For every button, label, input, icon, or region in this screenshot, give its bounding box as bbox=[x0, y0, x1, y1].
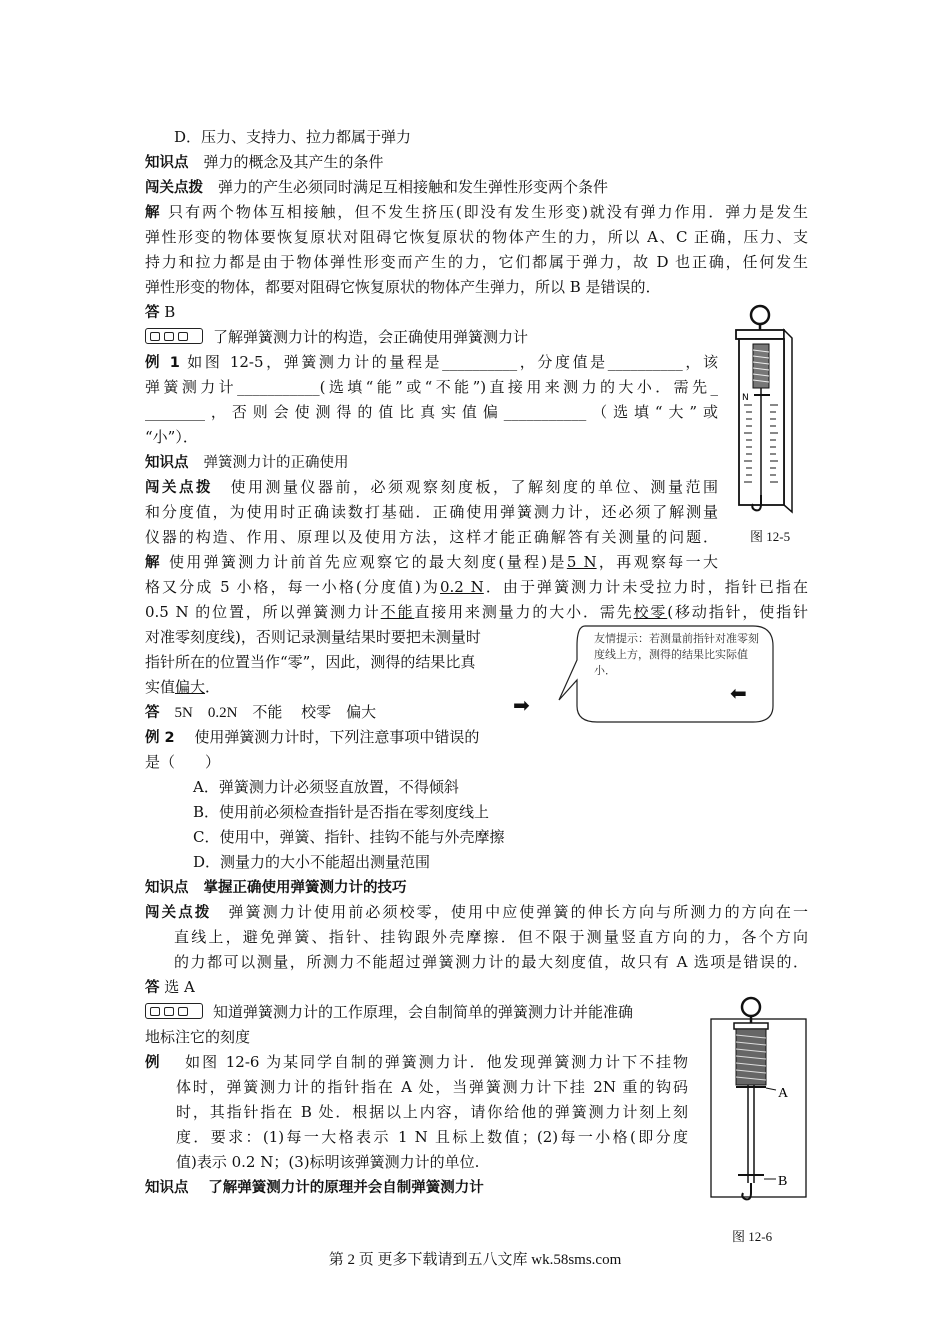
option-line: A．弹簧测力计必须竖直放置，不得倾斜 bbox=[193, 778, 459, 796]
spring-scale-figure-12-5 bbox=[726, 300, 806, 522]
answer-line: 答 5N 0.2N 不能 校零 偏大 bbox=[145, 705, 377, 721]
hint-line: 直线上，避免弹簧、指针、挂钩跟外壳摩擦．但不限于测量竖直方向的力，各个方向 bbox=[174, 928, 808, 946]
example-line: 时，其指针指在 B 处．根据以上内容，请你给他的弹簧测力计刻上刻 bbox=[176, 1103, 688, 1121]
point-a-label: A bbox=[778, 1086, 789, 1101]
point-b-label: B bbox=[778, 1174, 788, 1189]
solution-line: 解 只有两个物体互相接触，但不发生挤压(即没有发生形变)就没有弹力作用．弹力是发生 bbox=[145, 203, 808, 221]
hint-line: 闯关点拨 弹力的产生必须同时满足互相接触和发生弹性形变两个条件 bbox=[145, 178, 609, 196]
spring-scale-figure-12-6 bbox=[708, 995, 810, 1205]
solution-line: 弹性形变的物体，都要对阻碍它恢复原状的物体产生弹力，所以 B 是错误的． bbox=[145, 278, 661, 296]
example-line: 例 如图 12-6 为某同学自制的弹簧测力计．他发现弹簧测力计下不挂物 bbox=[145, 1053, 688, 1071]
knowledge-point-line: 知识点 掌握正确使用弹簧测力计的技巧 bbox=[145, 880, 407, 896]
solution-line: 持力和拉力都是由于物体弹性形变而产生的力，它们都属于弹力，故 D 也正确，任何发生 bbox=[145, 253, 808, 271]
arrow-left-icon: ⬅ bbox=[730, 681, 747, 705]
solution-line: 对准零刻度线)，否则记录测量结果时要把未测量时 bbox=[145, 628, 481, 646]
hint-line: 闯关点拨 弹簧测力计使用前必须校零，使用中应使弹簧的伸长方向与所测力的方向在一 bbox=[145, 903, 808, 921]
hint-line: 仪器的构造、作用、原理以及使用方法，这样才能正确解答有关测量的问题． bbox=[145, 528, 718, 546]
topic-2-line: 了解弹簧测力计的构造，会正确使用弹簧测力计 bbox=[145, 327, 528, 347]
solution-line: 解 使用弹簧测力计前首先应观察它的最大刻度(量程)是5 N，再观察每一大 bbox=[145, 553, 718, 571]
knowledge-point-line: 知识点 弹力的概念及其产生的条件 bbox=[145, 153, 384, 171]
hint-line: 闯关点拨 使用测量仪器前，必须观察刻度板，了解刻度的单位、测量范围 bbox=[145, 478, 718, 496]
unit-label: N bbox=[742, 393, 749, 403]
topic-3-line: 地标注它的刻度 bbox=[145, 1028, 251, 1046]
option-line: C．使用中，弹簧、指针、挂钩不能与外壳摩擦 bbox=[193, 828, 505, 846]
hint-line: 和分度值，为使用时正确读数打基础．正确使用弹簧测力计，还必须了解测量 bbox=[145, 503, 718, 521]
option-line: D．测量力的大小不能超出测量范围 bbox=[193, 853, 431, 871]
knowledge-point-line: 知识点 弹簧测力计的正确使用 bbox=[145, 455, 349, 471]
solution-line: 格又分成 5 小格，每一小格(分度值)为0.2 N．由于弹簧测力计未受拉力时，指针已指在 bbox=[145, 578, 808, 596]
example-1-line: 例 1 如图 12-5，弹簧测力计的量程是__________，分度值是__________，该 bbox=[145, 353, 718, 371]
option-d-line: D．压力、支持力、拉力都属于弹力 bbox=[174, 128, 412, 146]
example-line: 度．要求：(1)每一大格表示 1 N 且标上数值；(2)每一小格(即分度 bbox=[176, 1128, 688, 1146]
example-line: 值)表示 0.2 N；(3)标明该弹簧测力计的单位. bbox=[176, 1153, 480, 1171]
arrow-right-icon: ➡ bbox=[513, 693, 530, 717]
example-2-line: 是（ ） bbox=[145, 753, 221, 771]
tip-text: 友情提示：若测量前指针对准零刻度线上方，测得的结果比实际值小． bbox=[594, 632, 759, 677]
figure-12-5-caption: 图 12-5 bbox=[750, 529, 791, 544]
example-1-line: ________，否则会使测得的值比真实值偏___________（选填“大”或 bbox=[145, 403, 718, 421]
solution-line: 弹性形变的物体要恢复原状对阻碍它恢复原状的物体产生的力，所以 A、C 正确，压力、支 bbox=[145, 228, 808, 246]
topic-3-line: 知道弹簧测力计的工作原理，会自制简单的弹簧测力计并能准确 bbox=[145, 1002, 633, 1022]
page-footer: 第 2 页 更多下载请到五八文库 wk.58sms.com bbox=[328, 1252, 622, 1268]
hint-line: 的力都可以测量，所测力不能超过弹簧测力计的最大刻度值，故只有 A 选项是错误的． bbox=[174, 953, 808, 971]
figure-12-6-caption: 图 12-6 bbox=[732, 1229, 773, 1244]
solution-line: 指针所在的位置当作“零”，因此，测得的结果比真 bbox=[145, 653, 476, 671]
solution-line: 0.5 N 的位置，所以弹簧测力计不能直接用来测量力的大小．需先校零(移动指针，使指针 bbox=[145, 603, 808, 621]
example-1-line: 弹簧测力计___________(选填“能”或“不能”)直接用来测力的大小．需先_ bbox=[145, 378, 718, 396]
example-2-line: 例 2 使用弹簧测力计时，下列注意事项中错误的 bbox=[145, 728, 480, 746]
topic-tag-icon bbox=[145, 1003, 203, 1019]
option-line: B．使用前必须检查指针是否指在零刻度线上 bbox=[193, 803, 490, 821]
solution-line: 实值偏大． bbox=[145, 678, 221, 696]
answer-line: 答 B bbox=[145, 303, 176, 321]
example-1-line: “小”）． bbox=[145, 428, 198, 446]
example-line: 体时，弹簧测力计的指针指在 A 处，当弹簧测力计下挂 2N 重的钩码 bbox=[176, 1078, 688, 1096]
answer-line: 答 选 A bbox=[145, 978, 195, 996]
topic-tag-icon bbox=[145, 328, 203, 344]
knowledge-point-line: 知识点 了解弹簧测力计的原理并会自制弹簧测力计 bbox=[145, 1180, 484, 1196]
